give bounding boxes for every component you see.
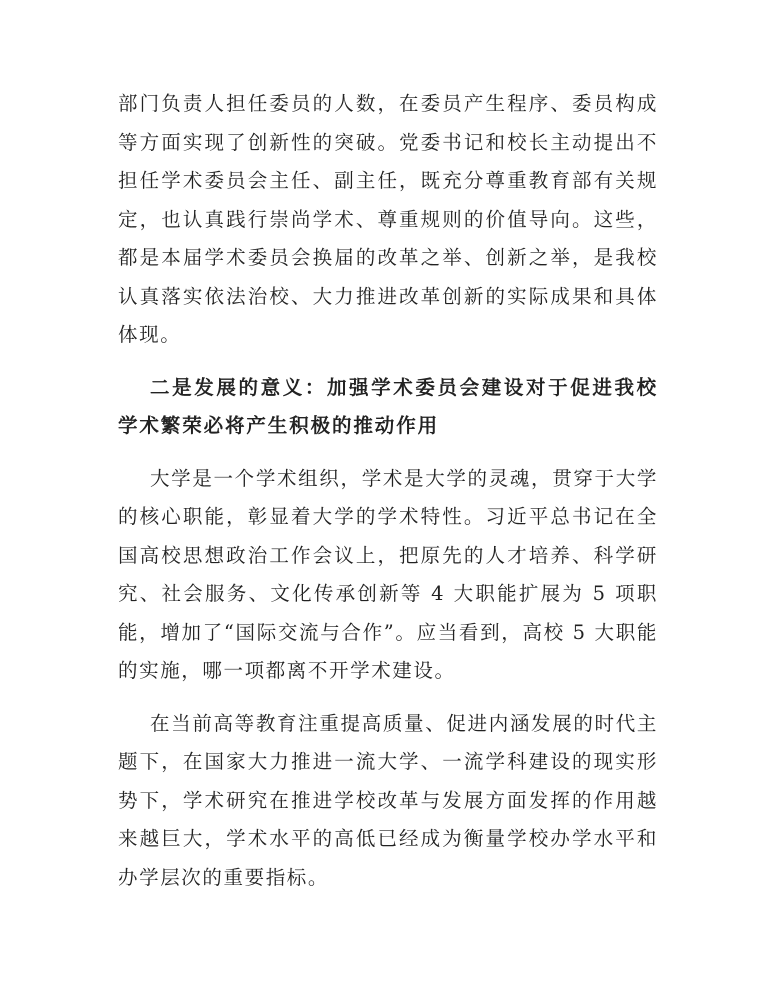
paragraph-academic-organization: 大学是一个学术组织，学术是大学的灵魂，贯穿于大学的核心职能，彰显着大学的学术特性。习近平总书记在全国高校思想政治工作会议上，把原先的人才培养、科学研究、社会服务、文化传承创新等 4 大职能扩展为 5 项职能，增加了“国际交流与合作”。应当看到，高校 5 大职能的实施，哪一项都离不开学术建设。 [118, 466, 658, 682]
section-heading-development-significance: 二是发展的意义：加强学术委员会建设对于促进我校学术繁荣必将产生积极的推动作用 [118, 375, 658, 437]
paragraph-academic-research-role: 在当前高等教育注重提高质量、促进内涵发展的时代主题下，在国家大力推进一流大学、一流学科建设的现实形势下，学术研究在推进学校改革与发展方面发挥的作用越来越巨大，学术水平的高低已经成为衡量学校办学水平和办学层次的重要指标。 [118, 711, 658, 889]
paragraph-reform-innovation: 部门负责人担任委员的人数，在委员产生程序、委员构成等方面实现了创新性的突破。党委书记和校长主动提出不担任学术委员会主任、副主任，既充分尊重教育部有关规定，也认真践行崇尚学术、尊重规则的价值导向。这些，都是本届学术委员会换届的改革之举、创新之举，是我校认真落实依法治校、大力推进改革创新的实际成果和具体体现。 [118, 92, 658, 346]
document-body [118, 85, 658, 897]
